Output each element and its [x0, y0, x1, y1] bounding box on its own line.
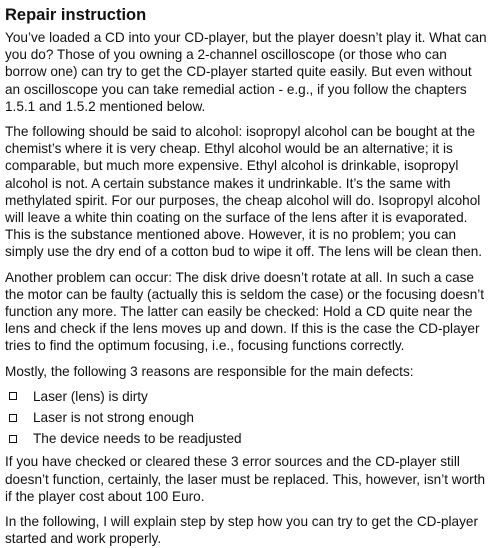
square-bullet-icon: [9, 392, 17, 400]
document-title: Repair instruction: [5, 6, 147, 24]
list-item: [5, 409, 488, 426]
list-item: [5, 388, 488, 405]
next-steps-paragraph: In the following, I will explain step by step how you can try to get the CD-player started and work properly.: [5, 514, 479, 547]
replacement-paragraph: If you have checked or cleared these 3 error sources and the CD-player still doesn’t function, certainly, the laser must be replaced. This, however, isn’t worth if the player cost about 100 Euro.: [5, 454, 486, 504]
list-item-text: The device needs to be readjusted: [33, 431, 242, 447]
intro-paragraph: You’ve loaded a CD into your CD-player, but the player doesn’t play it. What can you do? Those of you owning a 2-channel oscilloscope (or those who can borrow one) can try to get the CD-player started quite easily. But even without an oscilloscope you can take remedial action - e.g., if you follow the chapters 1.5.1 and 1.5.2 mentioned below.: [5, 30, 487, 114]
list-item-text: Laser (lens) is dirty: [33, 388, 148, 404]
square-bullet-icon: [9, 435, 17, 443]
square-bullet-icon: [9, 414, 17, 422]
list-item-text: Laser is not strong enough: [33, 410, 194, 426]
disk-drive-paragraph: Another problem can occur: The disk drive doesn’t rotate at all. In such a case the motor can be faulty (actually this is seldom the case) or the focusing doesn’t function any more. The latter can easily be checked: Hold a CD quite near the lens and check if the lens moves up and down. If this is the case the CD-player tries to find the optimum focusing, i.e., focusing functions correctly.: [5, 269, 485, 354]
list-item: [5, 430, 488, 447]
reasons-intro-paragraph: Mostly, the following 3 reasons are responsible for the main defects:: [5, 363, 414, 379]
alcohol-paragraph: The following should be said to alcohol: isopropyl alcohol can be bought at the chemist’s where it is very cheap. Ethyl alcohol would be an alternative; it is comparable, but much more expensive. Ethyl alcohol is drinkable, isopropyl alcohol is not. A certain substance makes it undrinkable. It’s the same with methylated spirit. For our purposes, the cheap alcohol will do. Isopropyl alcohol will leave a white thin coating on the surface of the lens after it is evaporated. This is the substance mentioned above. However, it is no problem; you can simply use the dry end of a cotton bud to wipe it off. The lens will be clean then.: [5, 124, 483, 260]
defect-reasons-list: [5, 388, 488, 448]
